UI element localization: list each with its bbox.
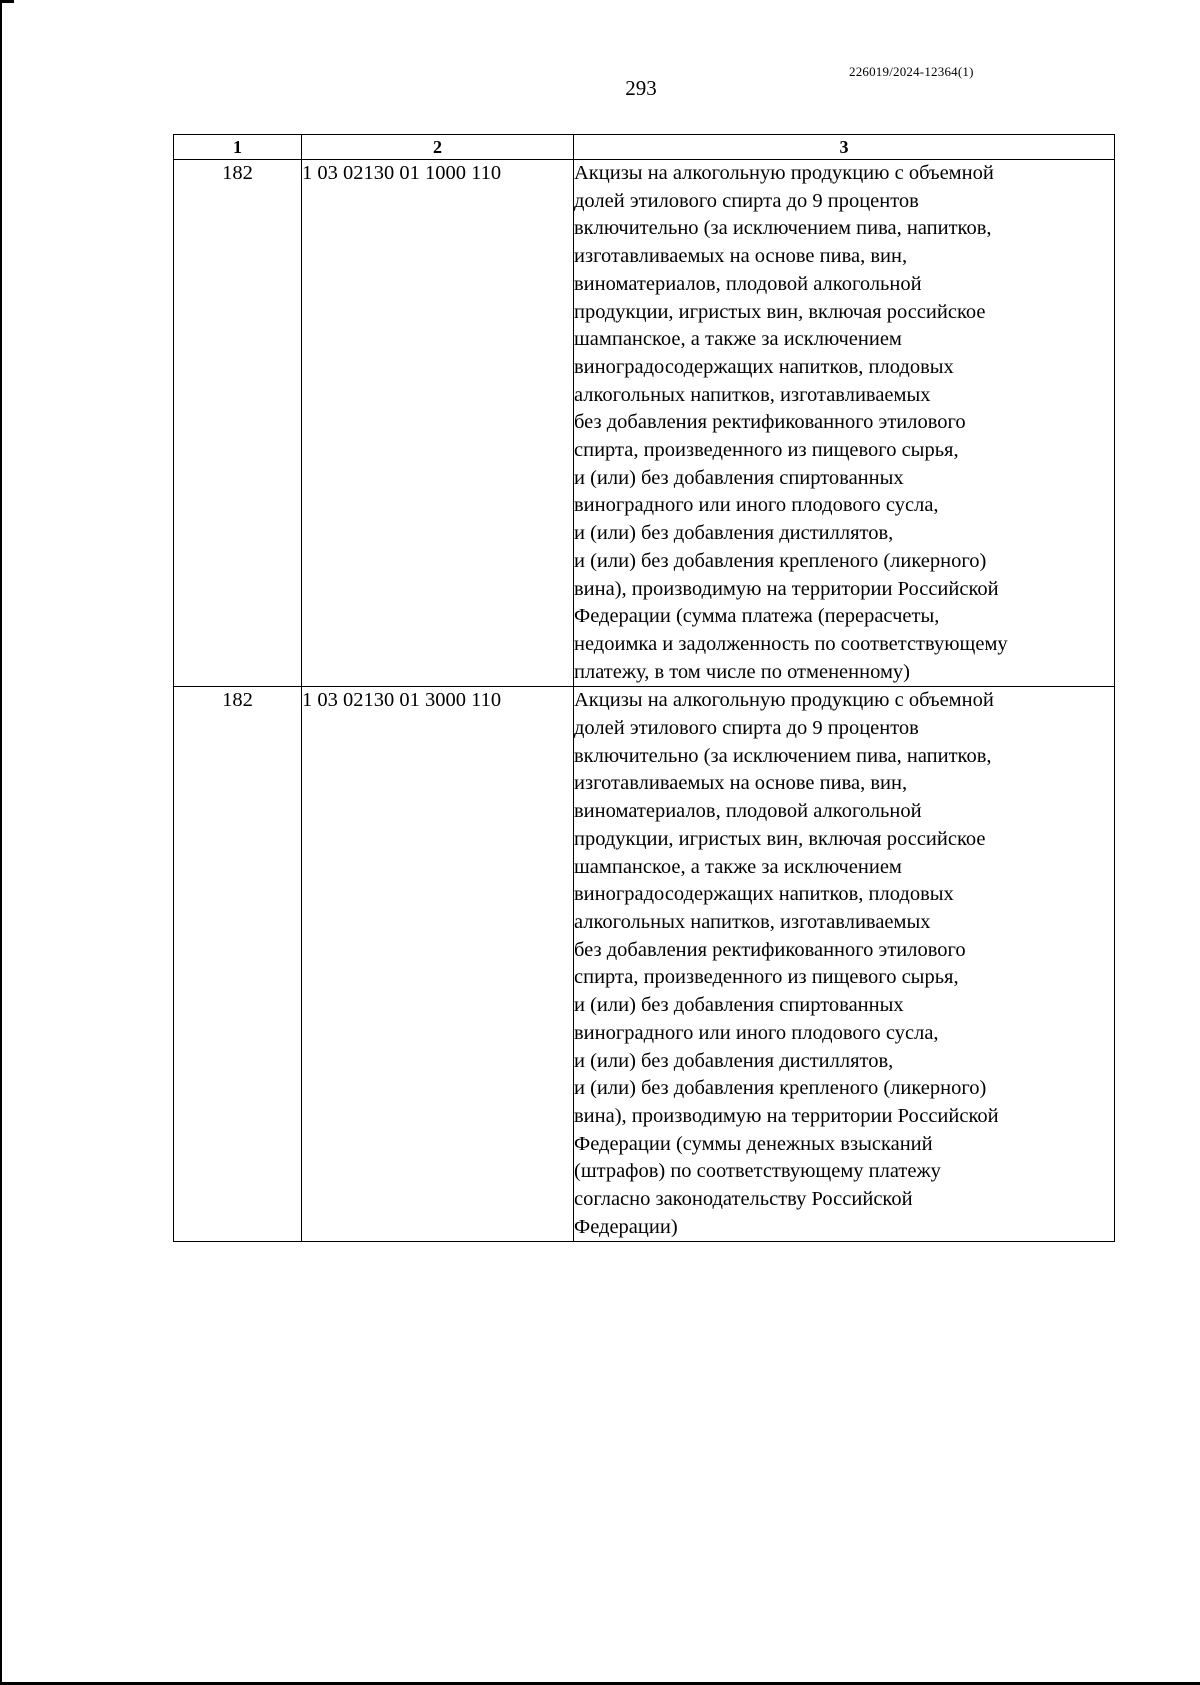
description-line: согласно законодательству Российской [574,1188,913,1211]
description-line: виноградного или иного плодового сусла, [574,1021,939,1044]
description-line: изготавливаемых на основе пива, вин, [574,772,908,795]
description-line: и (или) без добавления крепленого (ликерного) [574,1077,987,1100]
description-line: (штрафов) по соответствующему платежу [574,1160,941,1183]
description-line: спирта, произведенного из пищевого сырья, [574,966,959,989]
description-line: платежу, в том числе по отмененному) [574,660,910,683]
table-header-row [174,135,1115,160]
description-line: и (или) без добавления дистиллятов, [574,522,894,545]
description-line: без добавления ректификованного этилового [574,938,966,961]
description-line: и (или) без добавления крепленого (ликерного) [574,549,987,572]
description-cell [574,160,1115,687]
column-header-2: 2 [302,135,574,160]
scan-border-top [0,0,14,3]
page-number: 293 [625,76,657,100]
description-cell [574,687,1115,1242]
description-line: Акцизы на алкогольную продукцию с объемной [574,162,994,184]
admin-code-cell: 182 [174,687,302,1242]
description-line: виноградосодержащих напитков, плодовых [574,355,954,378]
description-line: долей этилового спирта до 9 процентов [574,717,919,740]
column-header-3: 3 [574,135,1115,160]
registration-number: 226019/2024-12364(1) [849,64,974,79]
classification-code-cell: 1 03 02130 01 3000 110 [302,687,574,1242]
scan-border-left [0,0,2,1685]
description-line: виноматериалов, плодовой алкогольной [574,800,922,823]
description-line: Федерации (суммы денежных взысканий [574,1132,933,1155]
table-body [174,160,1115,1242]
description-line: и (или) без добавления спиртованных [574,466,904,489]
description-line: алкогольных напитков, изготавливаемых [574,383,931,406]
description-line: виноматериалов, плодовой алкогольной [574,272,922,295]
description-line: и (или) без добавления спиртованных [574,994,904,1017]
classification-code-cell: 1 03 02130 01 1000 110 [302,160,574,687]
admin-code-cell: 182 [174,160,302,687]
description-line: виноградосодержащих напитков, плодовых [574,883,954,906]
description-line: шампанское, а также за исключением [574,855,902,878]
description-line: Акцизы на алкогольную продукцию с объемной [574,689,994,712]
description-line: недоимка и задолженность по соответствующему [574,632,1008,655]
description-line: вина), производимую на территории Российской [574,1104,999,1127]
table-row [174,160,1115,687]
description-line: продукции, игристых вин, включая российское [574,827,986,850]
description-line: виноградного или иного плодового сусла, [574,494,939,517]
description-line: шампанское, а также за исключением [574,328,902,351]
budget-classification-table [173,134,1115,1242]
column-header-1: 1 [174,135,302,160]
description-line: долей этилового спирта до 9 процентов [574,189,919,212]
description-line: вина), производимую на территории Российской [574,577,999,600]
description-line: Федерации) [574,1215,678,1238]
description-line: продукции, игристых вин, включая российское [574,300,986,323]
description-line: Федерации (сумма платежа (перерасчеты, [574,605,940,628]
description-line: включительно (за исключением пива, напитков, [574,217,992,240]
description-line: алкогольных напитков, изготавливаемых [574,910,931,933]
description-line: спирта, произведенного из пищевого сырья, [574,439,959,462]
table-row [174,687,1115,1242]
description-line: включительно (за исключением пива, напитков, [574,744,992,767]
description-line: без добавления ректификованного этилового [574,411,966,434]
description-line: изготавливаемых на основе пива, вин, [574,245,908,268]
description-line: и (или) без добавления дистиллятов, [574,1049,894,1072]
